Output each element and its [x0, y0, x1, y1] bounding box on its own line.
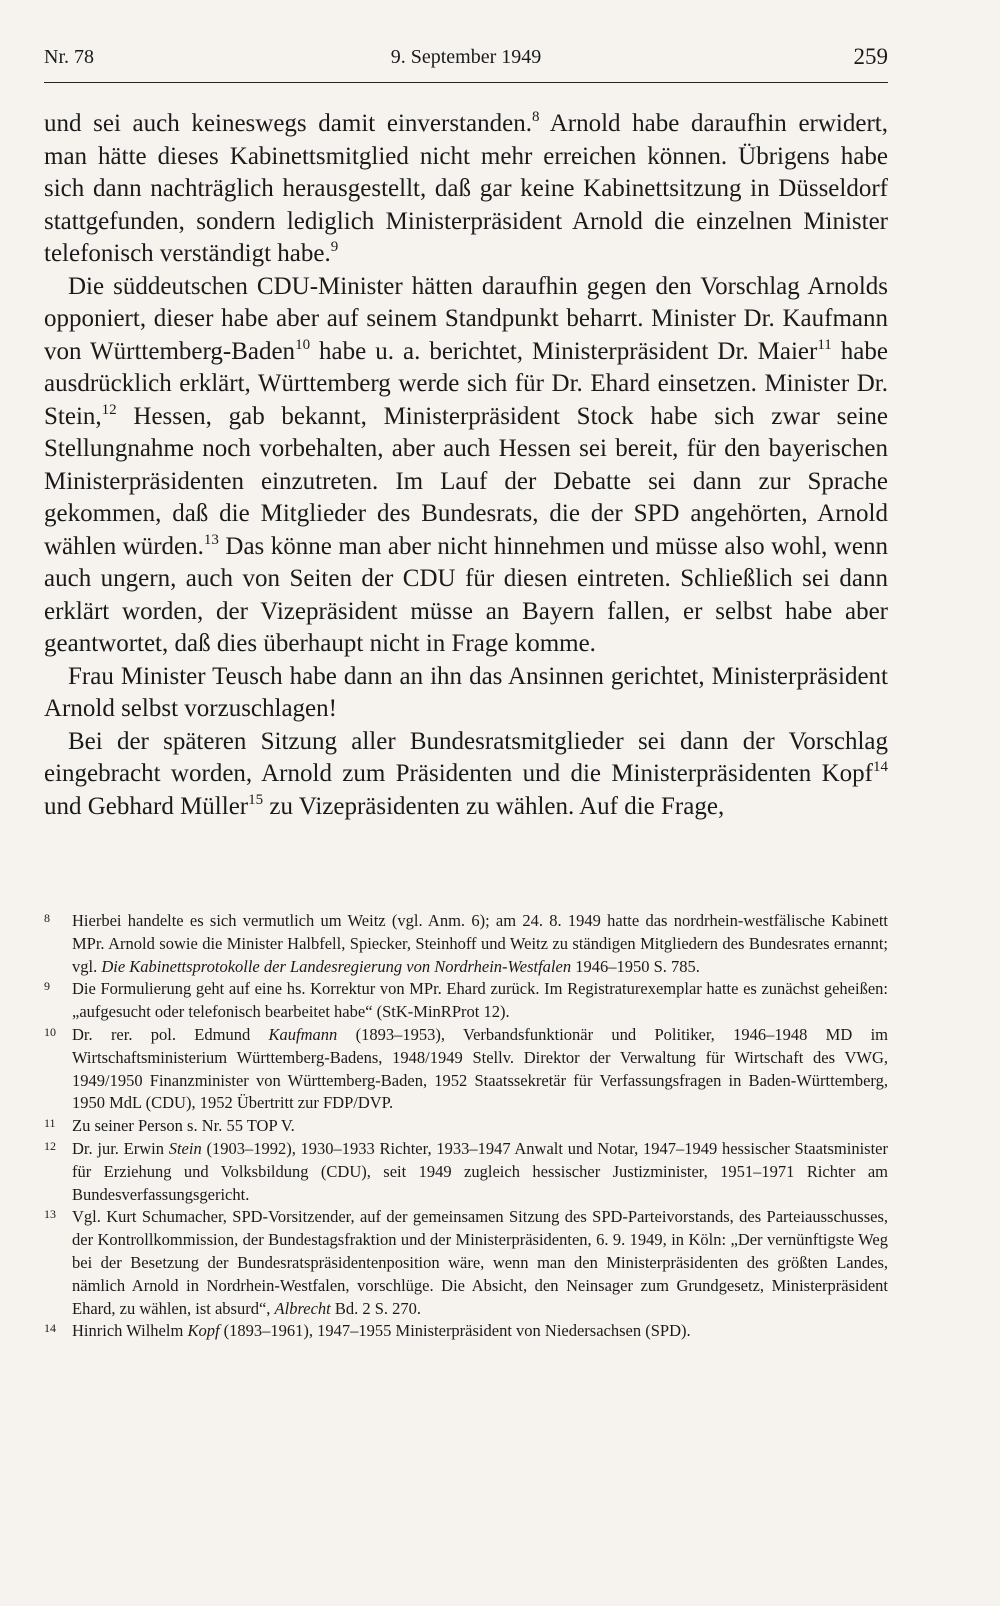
- paragraph-text: und Gebhard Müller: [44, 792, 249, 820]
- paragraph-text: habe u. a. berichtet, Ministerpräsident Dr. Maier: [310, 337, 818, 365]
- footnote-text: (1893–1953), Verbandsfunktionär und Politiker, 1946–1948 MD im Wirtschaftsministerium Württemberg-Badens, 1948/1949 Stellv. Direktor der Verwaltung für Wirtschaft des VWG, 1949/1950 Finanzminister von Württemberg-Baden, 1952 Staatssekretär für Verfassungsfragen in Baden-Württemberg, 1950 MdL (CDU), 1952 Übertritt zur FDP/DVP.: [72, 1024, 888, 1113]
- footnote-number: 9: [44, 979, 50, 994]
- footnote: [44, 1206, 888, 1320]
- footnote-number: 10: [44, 1024, 56, 1039]
- footnote-reference: 9: [330, 239, 339, 255]
- footnote-number: 8: [44, 911, 50, 925]
- footnote-number: 13: [44, 1207, 56, 1222]
- paragraph-text: Bei der späteren Sitzung aller Bundesratsmitglieder sei dann der Vorschlag eingebracht worden, Arnold zum Präsidenten und die Ministerpräsidenten Kopf: [44, 727, 888, 787]
- footnote-reference: 14: [873, 759, 888, 775]
- footnote: [44, 1115, 888, 1138]
- footnote-text: Dr. jur. Erwin: [72, 1138, 169, 1158]
- paragraph-text: Das könne man aber nicht hinnehmen und müsse also wohl, wenn auch ungern, auch von Seiten der CDU für diesen eintreten. Schließlich sei dann erklärt worden, der Vizepräsident müsse an Bayern fallen, er selbst habe aber geantwortet, daß dies überhaupt nicht in Frage komme.: [44, 532, 888, 657]
- running-header: [44, 44, 888, 83]
- body-paragraph: [44, 661, 888, 726]
- paragraph-text: Arnold habe daraufhin erwidert, man hätte dieses Kabinettsmitglied nicht mehr erreichen können. Übrigens habe sich dann nachträglich herausgestellt, daß gar keine Kabinettsitzung in Düsseldorf stattgefunden, sondern lediglich Ministerpräsident Arnold die einzelnen Minister telefonisch verständigt habe.: [44, 110, 888, 267]
- footnote-text: Bd. 2 S. 270.: [330, 1298, 422, 1318]
- footnote-italic-text: Kaufmann: [268, 1024, 338, 1044]
- footnote-italic-text: Kopf: [187, 1321, 220, 1341]
- footnote: [44, 1138, 888, 1206]
- paragraph-text: Frau Minister Teusch habe dann an ihn das Ansinnen gerichtet, Ministerpräsident Arnold selbst vorzuschlagen!: [44, 662, 888, 722]
- paragraph-text: habe ausdrücklich erklärt, Württemberg werde sich für Dr. Ehard einsetzen. Minister Dr. Stein,: [44, 337, 888, 430]
- footnote-text: Dr. rer. pol. Edmund: [72, 1024, 269, 1044]
- footnote-text: Die Formulierung geht auf eine hs. Korrektur von MPr. Ehard zurück. Im Registraturexemplar hatte es zunächst geheißen: „aufgesucht oder telefonisch bearbeitet habe“ (StK-MinRProt 12).: [72, 979, 888, 1022]
- footnote-text: (1903–1992), 1930–1933 Richter, 1933–1947 Anwalt und Notar, 1947–1949 hessischer Staatsminister für Erziehung und Volksbildung (CDU), seit 1949 zugleich hessischer Justizminister, 1951–1971 Richter am Bundesverfassungsgericht.: [72, 1138, 888, 1204]
- footnote-reference: 10: [295, 336, 311, 353]
- footnotes: [44, 910, 888, 1343]
- paragraph-text: Die süddeutschen CDU-Minister hätten daraufhin gegen den Vorschlag Arnolds opponiert, dieser habe aber auf seinem Standpunkt beharrt. Minister Dr. Kaufmann von Württemberg-Baden: [44, 272, 888, 365]
- main-text: [44, 108, 888, 823]
- document-number: Nr. 78: [44, 46, 94, 68]
- footnote-text: Vgl. Kurt Schumacher, SPD-Vorsitzender, auf der gemeinsamen Sitzung des SPD-Parteivorstands, des Parteiausschusses, der Kontrollkommission, der Bundestagsfraktion und der Ministerpräsidenten, 6. 9. 1949, in Köln: „Der vernünftigste Weg bei der Besetzung der Bundesratspräsidentenposition wäre, wenn man den Ministerpräsidenten des größten Landes, nämlich Arnold in Nordrhein-Westfalen, vorschlüge. Die Absicht, den Neinsager zum Grundgesetz, Ministerpräsident Ehard, zu wählen, ist absurd“,: [72, 1207, 888, 1318]
- footnote-number: 12: [44, 1138, 56, 1153]
- footnote: [44, 1024, 888, 1115]
- footnote-reference: 11: [817, 336, 832, 353]
- footnote-italic-text: Stein: [168, 1138, 202, 1158]
- body-paragraph: [44, 108, 888, 271]
- body-paragraph: [44, 271, 888, 661]
- footnote: [44, 1320, 888, 1343]
- footnote-reference: 13: [203, 531, 219, 548]
- paragraph-text: und sei auch keineswegs damit einverstanden.: [44, 110, 532, 137]
- footnote: [44, 910, 888, 978]
- header-date: 9. September 1949: [390, 46, 542, 68]
- footnote-text: Hierbei handelte es sich vermutlich um Weitz (vgl. Anm. 6); am 24. 8. 1949 hatte das nordrhein-westfälische Kabinett MPr. Arnold sowie die Minister Halbfell, Spiecker, Steinhoff und Weitz zu ständigen Mitgliedern des Bundesrates ernannt; vgl.: [72, 911, 888, 976]
- paragraph-text: zu Vizepräsidenten zu wählen. Auf die Frage,: [263, 792, 725, 820]
- footnote-number: 14: [44, 1321, 56, 1336]
- footnote-reference: 8: [531, 109, 540, 125]
- footnote-number: 11: [44, 1116, 56, 1131]
- footnote-italic-text: Albrecht: [274, 1298, 331, 1318]
- body-paragraph: [44, 726, 888, 824]
- footnote-text: (1893–1961), 1947–1955 Ministerpräsident von Niedersachsen (SPD).: [219, 1321, 691, 1341]
- footnote-reference: 12: [101, 401, 117, 418]
- footnote-reference: 15: [248, 791, 264, 808]
- footnote-text: Hinrich Wilhelm: [72, 1321, 188, 1341]
- footnote-text: Zu seiner Person s. Nr. 55 TOP V.: [72, 1116, 295, 1136]
- footnote-text: 1946–1950 S. 785.: [571, 956, 700, 976]
- footnote: [44, 978, 888, 1024]
- paragraph-text: Hessen, gab bekannt, Ministerpräsident Stock habe sich zwar seine Stellungnahme noch vorbehalten, aber auch Hessen sei bereit, für den bayerischen Ministerpräsidenten einzutreten. Im Lauf der Debatte sei dann zur Sprache gekommen, daß die Mitglieder des Bundesrats, die der SPD angehörten, Arnold wählen würden.: [44, 402, 888, 560]
- page-number: 259: [853, 44, 888, 69]
- footnote-italic-text: Die Kabinettsprotokolle der Landesregierung von Nordrhein-Westfalen: [101, 956, 572, 976]
